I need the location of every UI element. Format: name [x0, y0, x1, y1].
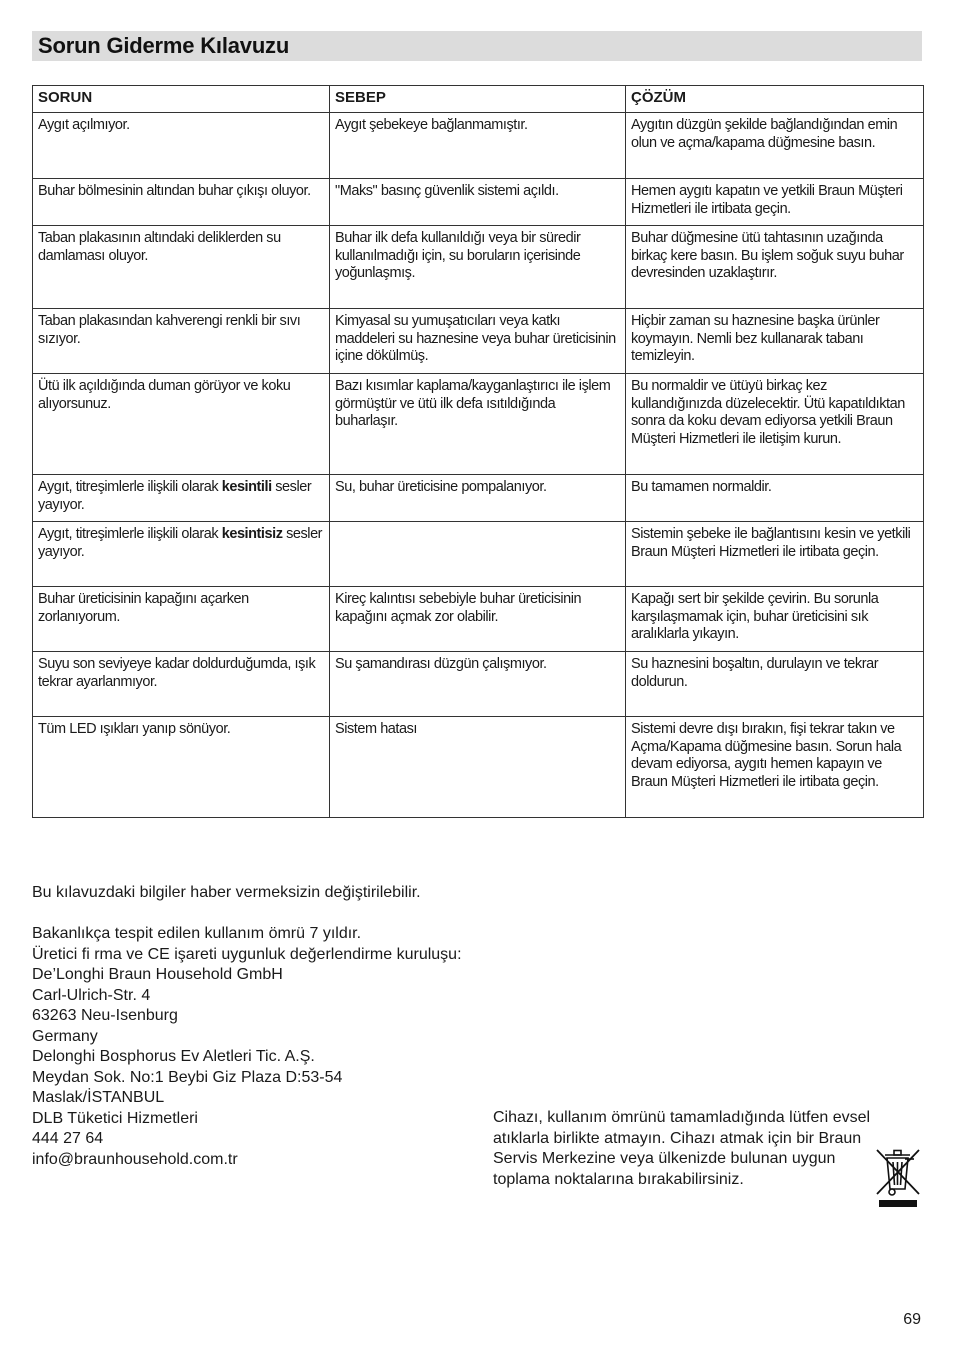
solution-cell: Su haznesini boşaltın, durulayın ve tekrar doldurun.	[626, 652, 924, 717]
cause-cell: Bazı kısımlar kaplama/kayganlaştırıcı ile işlem görmüştür ve ütü ilk defa ısıtıldığında buharlaşır.	[330, 374, 626, 475]
table-row	[33, 652, 924, 717]
table-row	[33, 717, 924, 818]
title-bar	[32, 31, 922, 61]
cause-cell: Su, buhar üreticisine pompalanıyor.	[330, 475, 626, 522]
problem-text: sesler yayıyor.	[38, 479, 312, 513]
solution-cell: Bu tamamen normaldir.	[626, 475, 924, 522]
ce-body-text: Üretici fi rma ve CE işareti uygunluk değerlendirme kuruluşu:	[32, 945, 462, 963]
problem-text: Aygıt, titreşimlerle ilişkili olarak	[38, 479, 222, 495]
cause-cell: Aygıt şebekeye bağlanmamıştır.	[330, 113, 626, 179]
table-row	[33, 475, 924, 522]
manufacturer-info	[32, 883, 482, 1170]
table-row	[33, 309, 924, 374]
cause-cell: Kimyasal su yumuşatıcıları veya katkı maddeleri su haznesine veya buhar üreticisinin içine dökülmüş.	[330, 309, 626, 374]
address-line: Delonghi Bosphorus Ev Aletleri Tic. A.Ş.	[32, 1048, 315, 1065]
disposal-notice: Cihazı, kullanım ömrünü tamamladığında lütfen evsel atıklarla birlikte atmayın. Cihazı atmak için bir Braun Servis Merkezine veya ülkenizde bulunan uygun toplama noktalarına bırakabilirsiniz.	[493, 1109, 871, 1188]
cause-cell	[330, 522, 626, 587]
cause-cell: Buhar ilk defa kullanıldığı veya bir süredir kullanılmadığı için, su boruların içerisinde yoğunlaşmış.	[330, 226, 626, 309]
problem-cell: Suyu son seviyeye kadar doldurduğumda, ışık tekrar ayarlanmıyor.	[33, 652, 330, 717]
table-header-row	[33, 86, 924, 113]
solution-cell: Kapağı sert bir şekilde çevirin. Bu sorunla karşılaşmamak için, buhar üreticisini sık aralıklarla yıkayın.	[626, 587, 924, 652]
problem-emphasis: kesintisiz	[221, 526, 283, 542]
address-line: 63263 Neu-Isenburg	[32, 1007, 178, 1024]
change-notice: Bu kılavuzdaki bilgiler haber vermeksizin değiştirilebilir.	[32, 884, 421, 901]
table-row	[33, 179, 924, 226]
table-row	[33, 587, 924, 652]
address-line: Meydan Sok. No:1 Beybi Giz Plaza D:53-54	[32, 1068, 343, 1086]
table-row	[33, 226, 924, 309]
problem-cell: Ütü ilk açıldığında duman görüyor ve koku alıyorsunuz.	[33, 374, 330, 475]
solution-cell: Hiçbir zaman su haznesine başka ürünler koymayın. Nemli bez kullanarak tabanı temizleyin.	[626, 309, 924, 374]
cause-cell: "Maks" basınç güvenlik sistemi açıldı.	[330, 179, 626, 226]
page-number: 69	[903, 1311, 921, 1328]
address-line: Maslak/İSTANBUL	[32, 1089, 165, 1106]
header-cause: SEBEP	[330, 86, 626, 113]
address-line: DLB Tüketici Hizmetleri	[32, 1109, 198, 1127]
problem-cell: Aygıt açılmıyor.	[33, 113, 330, 179]
lifetime-text: Bakanlıkça tespit edilen kullanım ömrü 7 yıldır.	[32, 925, 362, 942]
page-title: Sorun Giderme Kılavuzu	[38, 33, 290, 58]
cause-cell: Kireç kalıntısı sebebiyle buhar üreticisinin kapağını açmak zor olabilir.	[330, 587, 626, 652]
crossed-out-wheelie-bin-icon	[874, 1147, 922, 1209]
solution-cell: Aygıtın düzgün şekilde bağlandığından emin olun ve açma/kapama düğmesine basın.	[626, 113, 924, 179]
solution-cell: Buhar düğmesine ütü tahtasının uzağında birkaç kere basın. Bu işlem soğuk suyu buhar devresinden uzaklaştırır.	[626, 226, 924, 309]
header-problem: SORUN	[33, 86, 330, 113]
solution-cell: Hemen aygıtı kapatın ve yetkili Braun Müşteri Hizmetleri ile irtibata geçin.	[626, 179, 924, 226]
solution-cell: Sistemin şebeke ile bağlantısını kesin ve yetkili Braun Müşteri Hizmetleri ile irtibata geçin.	[626, 522, 924, 587]
address-line: Germany	[32, 1027, 98, 1045]
problem-cell: Taban plakasından kahverengi renkli bir sıvı sızıyor.	[33, 309, 330, 374]
cause-cell: Su şamandırası düzgün çalışmıyor.	[330, 652, 626, 717]
header-solution: ÇÖZÜM	[626, 86, 924, 113]
problem-cell	[33, 522, 330, 587]
problem-text: sesler yayıyor.	[38, 526, 323, 560]
table-row	[33, 113, 924, 179]
troubleshooting-table	[32, 85, 924, 818]
cause-cell: Sistem hatası	[330, 717, 626, 818]
email-address: info@braunhousehold.com.tr	[32, 1150, 238, 1168]
table-row	[33, 522, 924, 587]
address-line: De’Longhi Braun Household GmbH	[32, 966, 283, 983]
problem-emphasis: kesintili	[221, 479, 272, 495]
phone-number: 444 27 64	[32, 1130, 104, 1147]
solution-cell: Bu normaldir ve ütüyü birkaç kez kullandığınızda düzelecektir. Ütü kapatıldıktan sonra da koku devam ediyorsa yetkili Braun Müşteri Hizmetleri ile iletişim kurun.	[626, 374, 924, 475]
solution-cell: Sistemi devre dışı bırakın, fişi tekrar takın ve Açma/Kapama düğmesine basın. Sorun hala devam ediyorsa, aygıtı hemen kapayın ve Braun Müşteri Hizmetleri ile irtibata geçin.	[626, 717, 924, 818]
problem-cell	[33, 475, 330, 522]
problem-text: Aygıt, titreşimlerle ilişkili olarak	[38, 526, 222, 542]
problem-cell: Taban plakasının altındaki deliklerden su damlaması oluyor.	[33, 226, 330, 309]
problem-cell: Buhar üreticisinin kapağını açarken zorlanıyorum.	[33, 587, 330, 652]
problem-cell: Tüm LED ışıkları yanıp sönüyor.	[33, 717, 330, 818]
address-line: Carl-Ulrich-Str. 4	[32, 986, 151, 1004]
table-row	[33, 374, 924, 475]
problem-cell: Buhar bölmesinin altından buhar çıkışı oluyor.	[33, 179, 330, 226]
